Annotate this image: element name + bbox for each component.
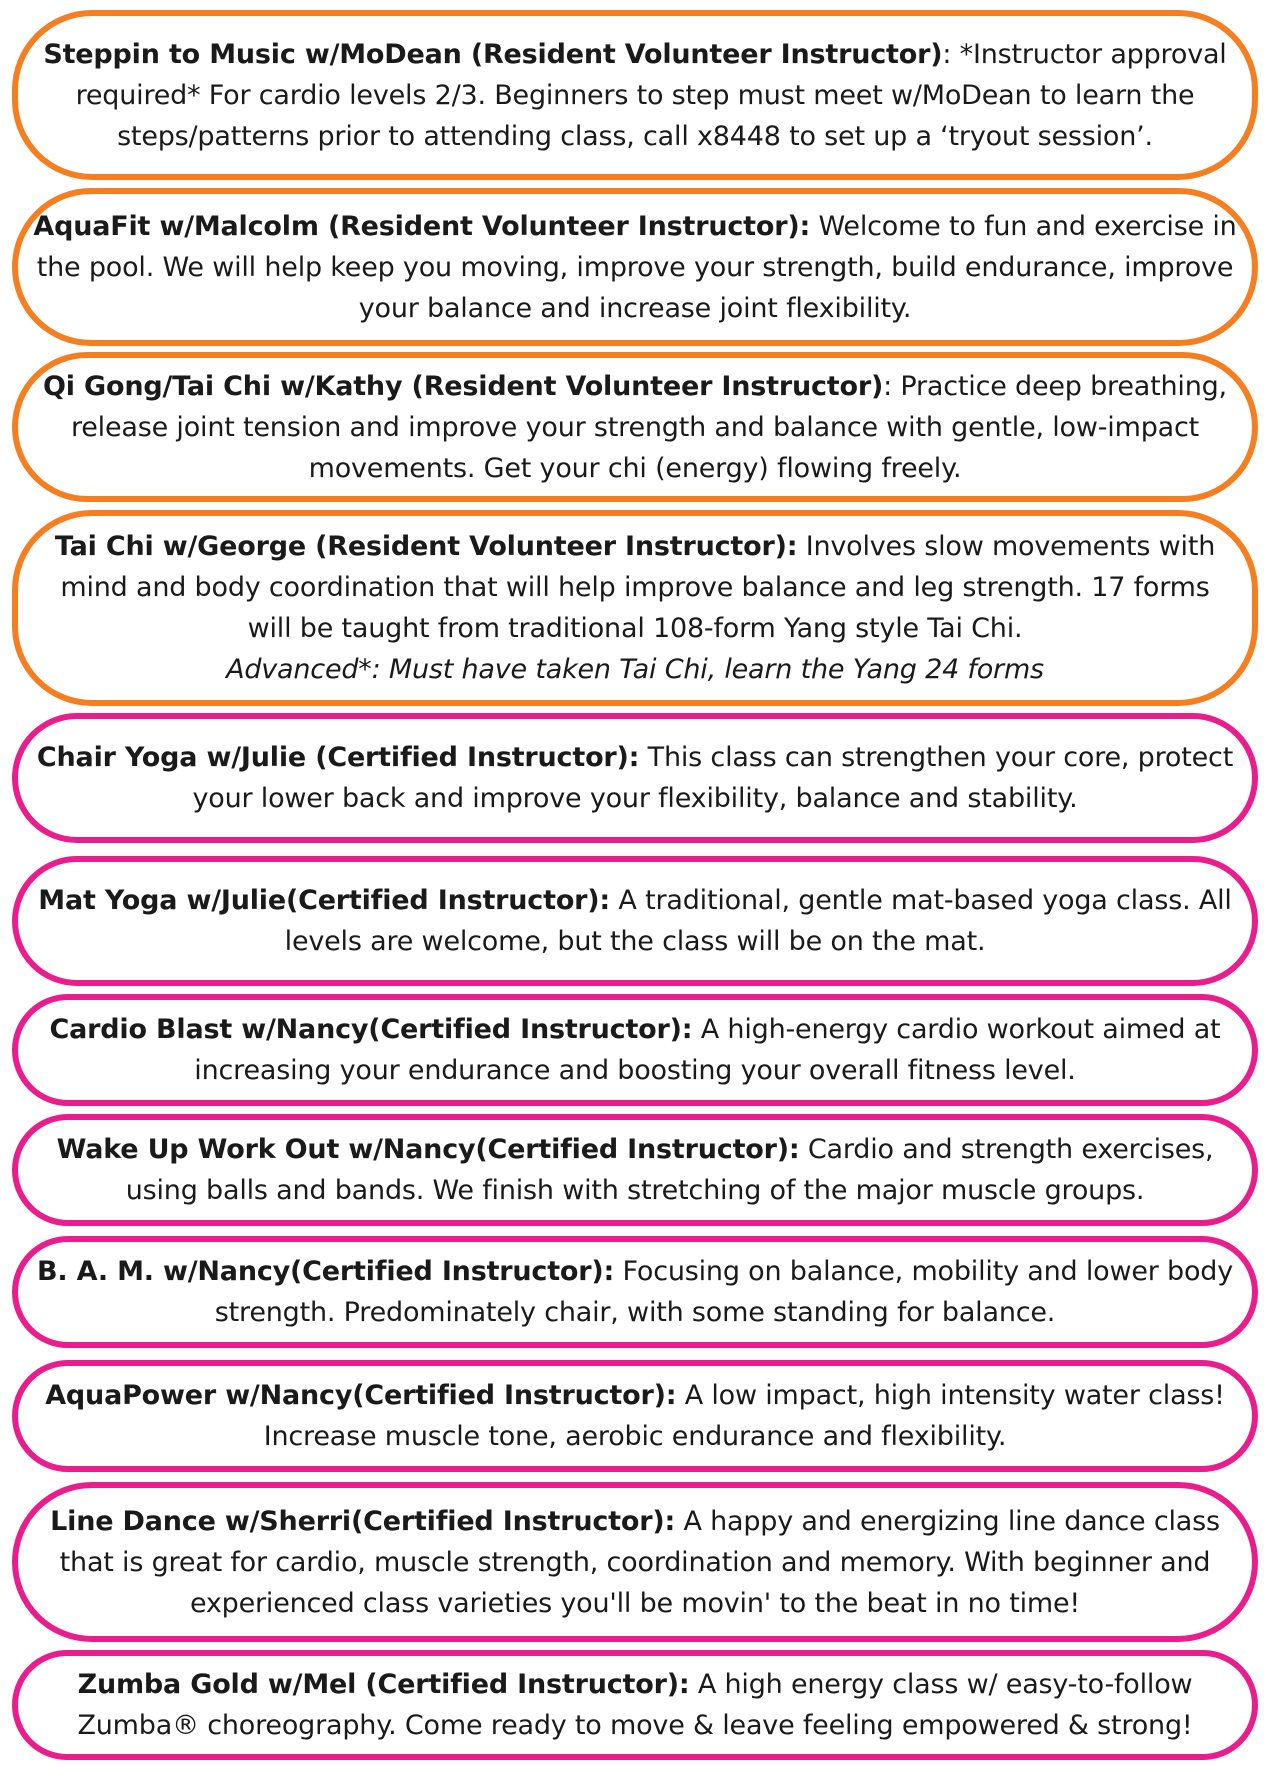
class-note: Advanced*: Must have taken Tai Chi, learn the Yang 24 forms (226, 654, 1044, 685)
class-title: Cardio Blast w/Nancy(Certified Instructor): (49, 1014, 693, 1045)
class-title: Line Dance w/Sherri(Certified Instructor): (50, 1505, 676, 1537)
class-description: Cardio and strength exercises, using balls and bands. We finish with stretching of the major muscle groups. (125, 1134, 1214, 1206)
class-description: This class can strengthen your core, protect your lower back and improve your flexibility, balance and stability. (192, 742, 1234, 814)
class-card-bam (12, 1236, 1258, 1348)
class-text (28, 737, 1242, 819)
class-card-line-dance (12, 1482, 1258, 1642)
class-separator: : (942, 38, 952, 70)
class-title: Zumba Gold w/Mel (Certified Instructor): (77, 1669, 690, 1700)
class-text (28, 206, 1242, 329)
class-text (35, 1251, 1235, 1333)
class-card-steppin-to-music (12, 10, 1258, 180)
class-text (28, 1375, 1242, 1457)
class-text (28, 1009, 1242, 1091)
class-description: Welcome to fun and exercise in the pool. We will help keep you moving, improve your strength, build endurance, improve your balance and increase joint flexibility. (36, 210, 1237, 324)
class-card-mat-yoga (12, 856, 1258, 986)
class-card-qi-gong-tai-chi (12, 352, 1258, 502)
class-card-chair-yoga (12, 713, 1258, 843)
class-title: Qi Gong/Tai Chi w/Kathy (Resident Volunteer Instructor) (43, 370, 884, 402)
class-text (28, 1664, 1242, 1746)
class-card-zumba-gold (12, 1650, 1258, 1760)
class-title: Mat Yoga w/Julie(Certified Instructor): (38, 885, 611, 916)
class-text (35, 366, 1235, 489)
class-card-aquapower (12, 1360, 1258, 1472)
class-card-cardio-blast (12, 994, 1258, 1106)
class-description: *Instructor approval required* For cardio levels 2/3. Beginners to step must meet w/MoDean to learn the steps/patterns prior to attending class, call x8448 to set up a ‘tryout session’. (75, 38, 1227, 152)
class-title: AquaFit w/Malcolm (Resident Volunteer Instructor): (33, 210, 811, 242)
class-card-tai-chi (12, 510, 1258, 706)
class-title: Wake Up Work Out w/Nancy(Certified Instructor): (56, 1134, 800, 1165)
class-text (28, 1129, 1242, 1211)
class-description: A high-energy cardio workout aimed at increasing your endurance and boosting your overall fitness level. (194, 1014, 1221, 1086)
class-title: B. A. M. w/Nancy(Certified Instructor): (36, 1256, 615, 1287)
class-title: AquaPower w/Nancy(Certified Instructor): (45, 1380, 677, 1411)
class-text (35, 880, 1235, 962)
class-title: Chair Yoga w/Julie (Certified Instructor): (36, 742, 640, 773)
class-description: A traditional, gentle mat-based yoga class. All levels are welcome, but the class will be on the mat. (284, 885, 1232, 957)
class-description: A high energy class w/ easy-to-follow Zumba® choreography. Come ready to move & leave feeling empowered & strong! (77, 1669, 1193, 1741)
class-text (35, 1501, 1235, 1624)
class-text (30, 34, 1240, 157)
class-description: Practice deep breathing, release joint tension and improve your strength and balance with gentle, low-impact movements. Get your chi (energy) flowing freely. (70, 370, 1227, 484)
class-title: Steppin to Music w/MoDean (Resident Volunteer Instructor) (43, 38, 943, 70)
class-description: Involves slow movements with mind and body coordination that will help improve balance and leg strength. 17 forms will be taught from traditional 108-form Yang style Tai Chi. (60, 531, 1216, 644)
class-card-wake-up-work-out (12, 1114, 1258, 1226)
class-separator: : (883, 370, 893, 402)
class-title: Tai Chi w/George (Resident Volunteer Instructor): (54, 531, 798, 562)
class-description: Focusing on balance, mobility and lower body strength. Predominately chair, with some standing for balance. (214, 1256, 1234, 1328)
class-card-aquafit (12, 188, 1258, 346)
class-text (45, 526, 1225, 690)
class-description: A low impact, high intensity water class! Increase muscle tone, aerobic endurance and flexibility. (263, 1380, 1225, 1452)
class-description: A happy and energizing line dance class that is great for cardio, muscle strength, coordination and memory. With beginner and experienced class varieties you'll be movin' to the beat in no time! (59, 1505, 1220, 1619)
